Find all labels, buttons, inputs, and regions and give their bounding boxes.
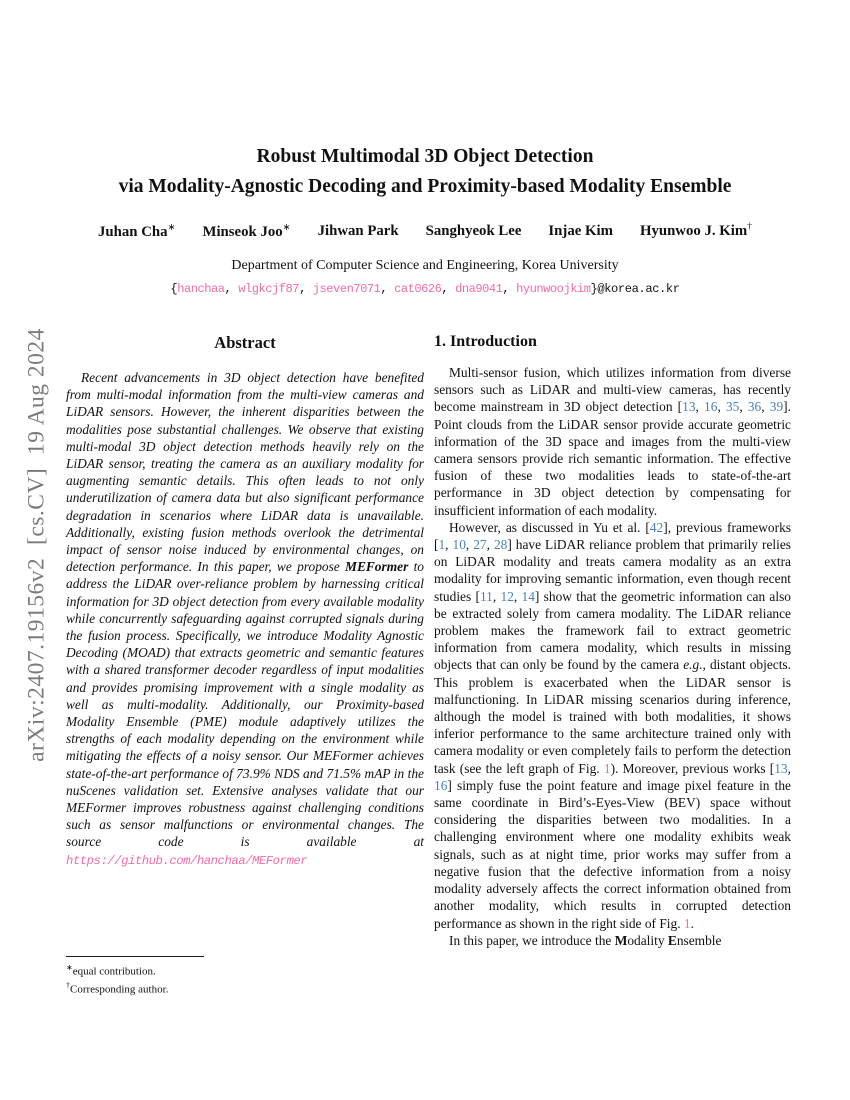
author-name: Minseok Joo∗ [202, 223, 291, 240]
hyperlink[interactable]: https://github.com/hanchaa/MEFormer [66, 853, 308, 868]
citation-link[interactable]: 10 [452, 537, 466, 553]
text-run: , [761, 399, 770, 415]
intro-paragraph-2 [434, 519, 791, 932]
author-name: Juhan Cha∗ [98, 223, 176, 240]
mono-text: }@korea.ac.kr [590, 282, 680, 296]
paper-title-line1: Robust Multimodal 3D Object Detection [256, 146, 594, 167]
paper-title-line2: via Modality-Agnostic Decoding and Proximity-based Modality Ensemble [118, 176, 732, 197]
text-run: Recent advancements in 3D object detection have benefited from multi-modal information from the multi-view cameras and LiDAR sensors. However, the inherent disparities between the modalities pose substantial challenges. We observe that existing multi-modal 3D object detection methods heavily rely on the LiDAR sensor, treating the camera as an auxiliary modality for augmenting semantic details. This often leads to not only underutilization of camera data but also significant performance degradation in scenarios where LiDAR data is unavailable. Additionally, existing fusion methods overlook the detrimental impact of sensor noise induced by environmental changes, on detection performance. In this paper, we propose [66, 370, 424, 575]
text-run: , distant objects. This problem is exacerbated when the LiDAR sensor is malfunctioning. In LiDAR missing scenarios during inference, although the model is trained with both modalities, it shows inferior performance to the same architecture trained only with camera modality or even completely fails to perform the detection task (see the left graph of Fig. [434, 657, 791, 776]
text-run: , [717, 399, 726, 415]
text-run: , [465, 537, 474, 553]
citation-link[interactable]: 14 [521, 588, 535, 604]
hyperlink[interactable]: hanchaa [177, 282, 225, 296]
author-name: Injae Kim [548, 222, 613, 239]
text-run: . [690, 915, 694, 931]
footnote-marker: † [66, 981, 70, 991]
footnote-item [66, 961, 424, 979]
footnote-rule [66, 956, 204, 957]
mono-text: , [441, 282, 456, 296]
bold-text: E [667, 932, 677, 948]
right-column [434, 333, 791, 949]
hyperlink[interactable]: hyunwoojkim [516, 282, 591, 296]
citation-link[interactable]: 13 [682, 399, 696, 415]
footnote-item [66, 979, 424, 997]
text-run: , [695, 399, 705, 415]
author-name: Hyunwoo J. Kim† [639, 222, 752, 239]
text-run: ). Moreover, previous works [ [610, 760, 775, 776]
footnote-text: Corresponding author. [70, 983, 169, 996]
citation-link[interactable]: 35 [725, 399, 740, 415]
mono-text: , [299, 282, 313, 296]
mono-text: , [502, 282, 517, 296]
section-heading-introduction: 1. Introduction [434, 333, 537, 350]
mono-text: , [224, 282, 239, 296]
text-run: , [513, 588, 522, 604]
citation-link[interactable]: 13 [774, 760, 788, 776]
citation-link[interactable]: 1 [438, 537, 446, 553]
footnote-block [66, 956, 424, 997]
citation-link[interactable]: 28 [493, 537, 508, 553]
text-run: In this paper, we introduce the [449, 932, 615, 948]
hyperlink[interactable]: dna9041 [455, 282, 503, 296]
hyperlink[interactable]: jseven7071 [312, 282, 381, 296]
italic-text: e.g. [683, 657, 703, 673]
text-run: to address the LiDAR over-reliance problem by harnessing critical information for 3D object detection from every available modality while concurrently safeguarding against corrupted signals during the fusion process. Specifically, we introduce Modality Agnostic Decoding (MOAD) that extracts geometric and semantic features with a shared transformer decoder regardless of input modalities and provides promising improvement with a single modality as well as multi-modality. Additionally, our Proximity-based Modality Ensemble (PME) module adaptively utilizes the strengths of each modality depending on the environment while mitigating the effects of a noisy sensor. Our MEFormer achieves state-of-the-art performance of 73.9% NDS and 71.5% mAP in the nuScenes validation set. Extensive analyses validate that our MEFormer improves robustness against challenging conditions such as sensor malfunctions or environmental changes. The source code is available at [66, 559, 424, 850]
text-run: , [492, 588, 501, 604]
abstract-text [66, 369, 424, 870]
text-run: , [787, 760, 791, 776]
footnote-text: equal contribution. [72, 965, 156, 978]
text-run: nsemble [676, 932, 722, 948]
hyperlink[interactable]: cat0626 [394, 282, 442, 296]
citation-link[interactable]: 42 [649, 519, 664, 535]
footnote-marker: ∗ [66, 963, 73, 972]
figure-ref-link[interactable]: 1 [603, 760, 611, 776]
intro-paragraph-3 [434, 932, 791, 949]
text-run: , [739, 399, 748, 415]
affiliation: Department of Computer Science and Engineering, Korea University [231, 258, 619, 273]
citation-link[interactable]: 11 [479, 588, 493, 604]
text-run: odality [627, 932, 668, 948]
author-footnote-marker: † [747, 222, 752, 232]
arxiv-watermark: arXiv:2407.19156v2 [cs.CV] 19 Aug 2024 [23, 328, 50, 762]
mono-text: { [170, 282, 178, 296]
authors-row [0, 222, 850, 241]
citation-link[interactable]: 36 [747, 399, 762, 415]
abstract-heading: Abstract [214, 333, 276, 352]
text-run: , [486, 537, 494, 553]
hyperlink[interactable]: wlgkcjf87 [238, 282, 300, 296]
figure-ref-link[interactable]: 1 [683, 915, 691, 931]
text-run: ]. Point clouds from the LiDAR sensor provide accurate geometric information of the 3D space and images from the multi-view camera sensors provide rich semantic information. The effective fusion of these two modalities leads to state-of-the-art performance in 3D object detection by compensating for insufficient information of each modality. [434, 399, 791, 518]
bold-text: MEFormer [345, 559, 409, 575]
text-run: ] simply fuse the point feature and image pixel feature in the same coordinate in Bird’s-Eyes-View (BEV) space without considering the disparities between two modalities. In a challenging environment where one modality exhibits weak signals, such as at night time, prior works may suffer from a negative fusion that the defective information from a noisy modality adversely affects the correct information obtained from another modality, which results in corrupted detection performance as shown in the right side of Fig. [434, 777, 791, 931]
paper-title [0, 142, 850, 202]
text-run: , [445, 537, 453, 553]
bold-text: M [614, 932, 628, 948]
citation-link[interactable]: 16 [434, 777, 448, 793]
left-column [66, 333, 424, 870]
mono-text: , [380, 282, 395, 296]
citation-link[interactable]: 27 [473, 537, 487, 553]
author-name: Jihwan Park [317, 222, 399, 239]
text-run: ] show that the geometric information can also be extracted solely from camera modality. The LiDAR reliance problem makes the framework fail to extract geometric information from camera modality, which results in missing objects that can only be found by the camera [434, 588, 791, 673]
author-footnote-marker: ∗ [282, 223, 291, 233]
email-line [0, 282, 850, 296]
citation-link[interactable]: 39 [769, 399, 784, 415]
citation-link[interactable]: 16 [704, 399, 718, 415]
text-run: ], previous frameworks [ [434, 519, 791, 553]
text-run: Multi-sensor fusion, which utilizes information from diverse sensors such as LiDAR and multi-view cameras, has recently become mainstream in 3D object detection [ [434, 365, 791, 415]
text-run: ] have LiDAR reliance problem that primarily relies on LiDAR modality and treats camera modality as an extra modality for improving semantic information, even though recent studies [ [434, 537, 791, 604]
author-name: Sanghyeok Lee [425, 222, 522, 239]
text-run: However, as discussed in Yu et al. [ [449, 519, 650, 535]
citation-link[interactable]: 12 [500, 588, 514, 604]
intro-paragraph-1 [434, 364, 791, 519]
author-footnote-marker: ∗ [167, 223, 176, 233]
